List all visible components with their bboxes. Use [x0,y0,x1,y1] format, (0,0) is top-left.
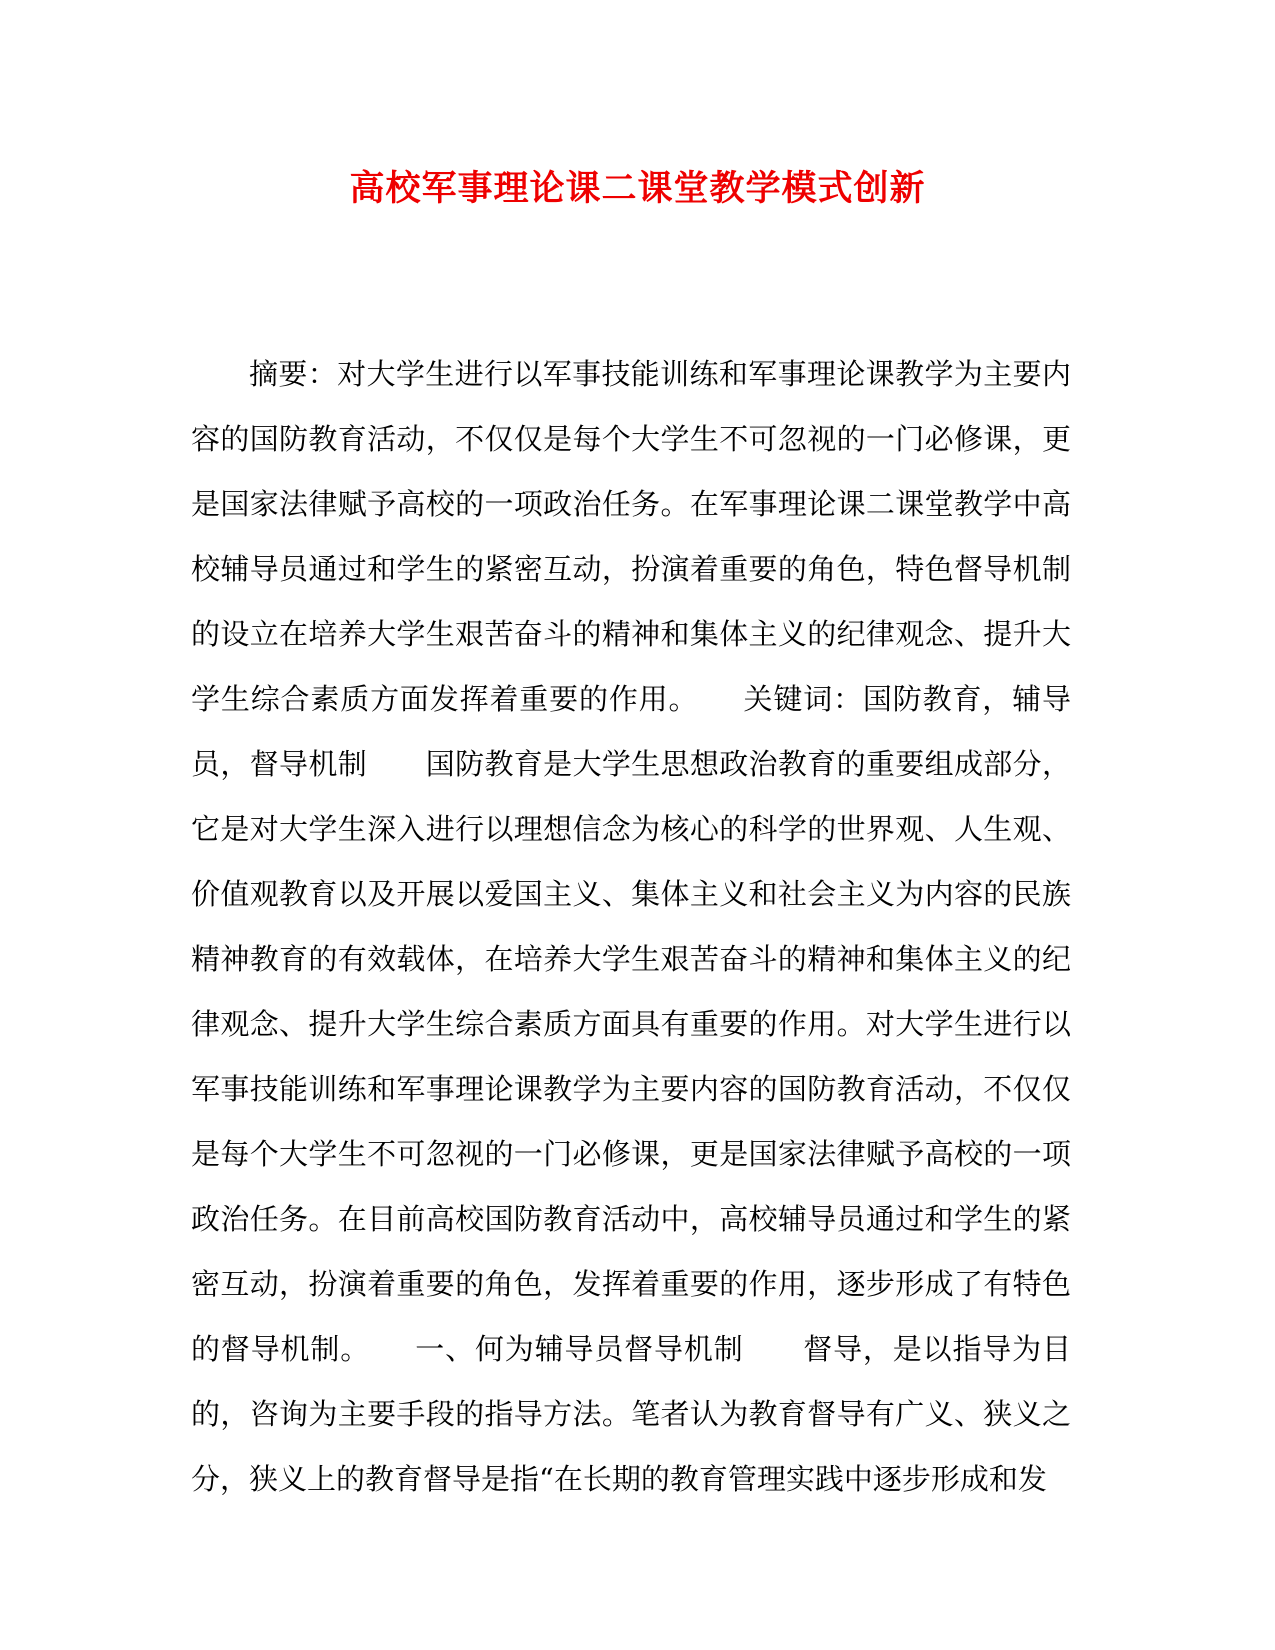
document-title: 高校军事理论课二课堂教学模式创新 [349,168,926,209]
document-body: 摘要：对大学生进行以军事技能训练和军事理论课教学为主要内容的国防教育活动，不仅仅是每个大学生不可忽视的一门必修课，更是国家法律赋予高校的一项政治任务。在军事理论课二课堂教学中高校辅导员通过和学生的紧密互动，扮演着重要的角色，特色督导机制的设立在培养大学生艰苦奋斗的精神和集体主义的纪律观念、提升大学生综合素质方面发挥着重要的作用。 关键词：国防教育，辅导员，督导机制 国防教育是大学生思想政治教育的重要组成部分，它是对大学生深入进行以理想信念为核心的科学的世界观、人生观、价值观教育以及开展以爱国主义、集体主义和社会主义为内容的民族精神教育的有效载体，在培养大学生艰苦奋斗的精神和集体主义的纪律观念、提升大学生综合素质方面具有重要的作用。对大学生进行以军事技能训练和军事理论课教学为主要内容的国防教育活动，不仅仅是每个大学生不可忽视的一门必修课，更是国家法律赋予高校的一项政治任务。在目前高校国防教育活动中，高校辅导员通过和学生的紧密互动，扮演着重要的角色，发挥着重要的作用，逐步形成了有特色的督导机制。 一、何为辅导员督导机制 督导，是以指导为目的，咨询为主要手段的指导方法。笔者认为教育督导有广义、狭义之分，狭义上的教育督导是指“在长期的教育管理实践中逐步形成和发 [191,357,1071,1496]
